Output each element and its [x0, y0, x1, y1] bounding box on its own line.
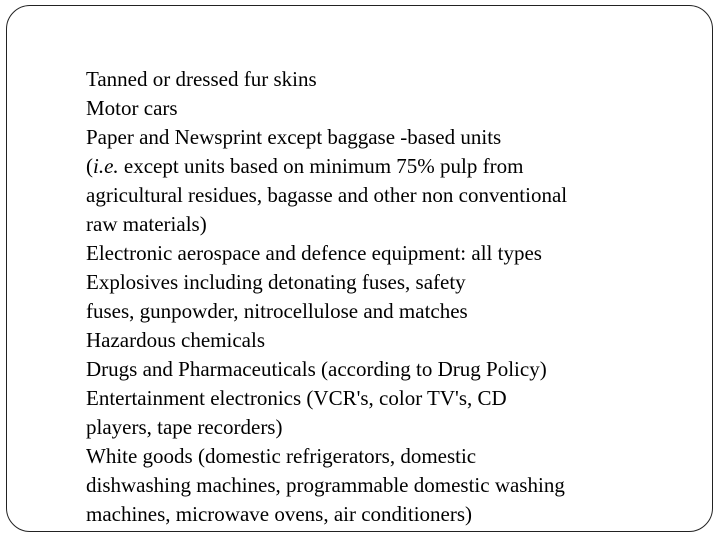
list-item-text: dishwashing machines, programmable domestic washing [86, 473, 565, 497]
list-item-text: Explosives including detonating fuses, safety [86, 270, 466, 294]
list-item-text: Paper and Newsprint except baggase -based units [86, 125, 502, 149]
list-item-text: Hazardous chemicals [86, 328, 266, 352]
list-item [86, 442, 666, 529]
list-item-text-rest: except units based on minimum 75% pulp from [118, 154, 524, 178]
list-item-text: White goods (domestic refrigerators, domestic [86, 444, 477, 468]
list-item-text [86, 152, 666, 181]
list-item [86, 94, 666, 123]
list-item-text: Motor cars [86, 96, 178, 120]
list-item-text: players, tape recorders) [86, 415, 283, 439]
list-item [86, 326, 666, 355]
list-item-text: Drugs and Pharmaceuticals (according to Drug Policy) [86, 357, 547, 381]
list-item [86, 239, 666, 268]
list-item-text: raw materials) [86, 212, 207, 236]
list-item-text: fuses, gunpowder, nitrocellulose and matches [86, 299, 468, 323]
list-item-text: Electronic aerospace and defence equipment: all types [86, 241, 542, 265]
list-item-text: machines, microwave ovens, air conditioners) [86, 502, 473, 526]
industry-list [86, 65, 666, 529]
list-item [86, 268, 666, 326]
ie-abbreviation: i.e. [93, 154, 119, 178]
list-item-text: Entertainment electronics (VCR's, color TV's, CD [86, 386, 507, 410]
paren-open: ( [86, 154, 93, 178]
list-item [86, 65, 666, 94]
list-item-text: Tanned or dressed fur skins [86, 67, 317, 91]
list-item [86, 355, 666, 384]
list-item [86, 123, 666, 239]
list-item-text: agricultural residues, bagasse and other non conventional [86, 183, 568, 207]
list-item [86, 384, 666, 442]
